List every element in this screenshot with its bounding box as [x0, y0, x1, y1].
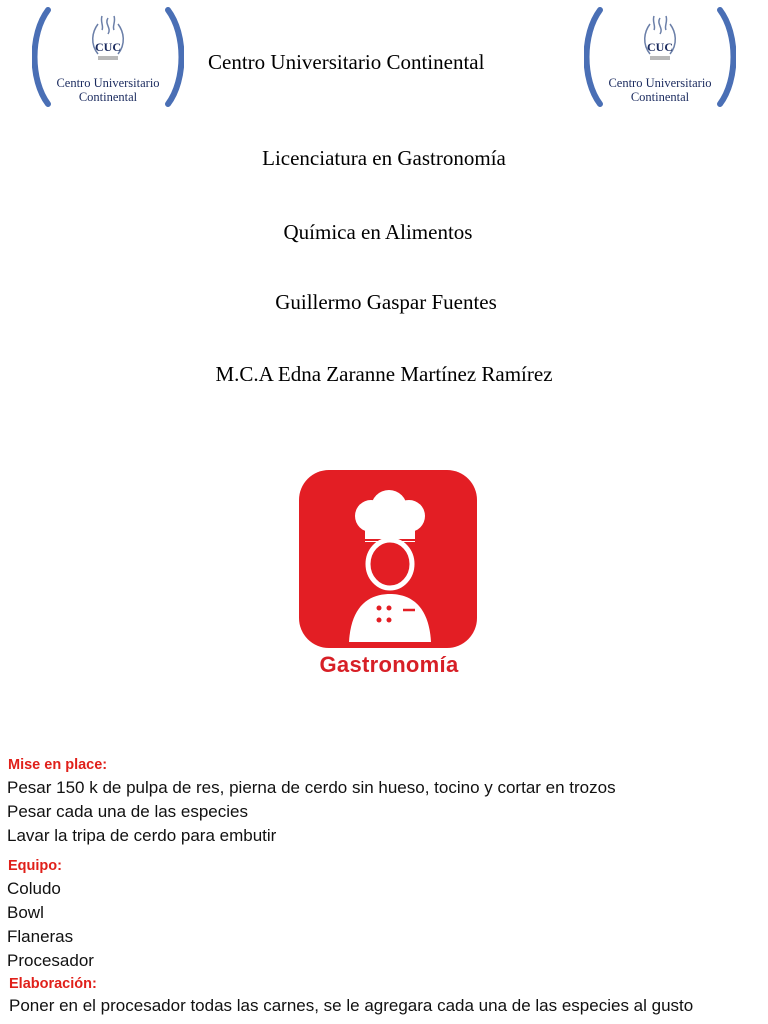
- teacher-name: M.C.A Edna Zaranne Martínez Ramírez: [215, 362, 553, 386]
- logo-acronym: CUC: [647, 40, 673, 54]
- logo-caption-line2: Continental: [78, 90, 138, 104]
- logo-caption-line1: Centro Universitario: [56, 76, 160, 90]
- degree-title: Licenciatura en Gastronomía: [262, 146, 506, 170]
- equipo-heading: Equipo:: [8, 858, 62, 874]
- list-item: Procesador: [7, 951, 94, 970]
- list-item: Bowl: [7, 903, 44, 922]
- cuc-logo-left: [32, 4, 184, 108]
- student-name: Guillermo Gaspar Fuentes: [275, 290, 497, 314]
- list-item: Flaneras: [7, 927, 74, 946]
- logo-acronym: CUC: [95, 40, 121, 54]
- list-item: Lavar la tripa de cerdo para embutir: [7, 826, 277, 845]
- institution-title: Centro Universitario Continental: [208, 50, 485, 74]
- mise-en-place-heading: Mise en place:: [8, 757, 108, 773]
- chef-icon: [299, 470, 477, 648]
- wordmark-prefix: Ga: [319, 652, 350, 677]
- logo-caption-line1: Centro Universitario: [608, 76, 712, 90]
- logo-caption-line2: Continental: [630, 90, 690, 104]
- list-item: Pesar cada una de las especies: [7, 802, 248, 821]
- cuc-logo-right: [584, 4, 736, 108]
- gastronomia-wordmark: [300, 652, 478, 678]
- list-item: Coludo: [7, 879, 61, 898]
- wordmark-rest: stronomía: [349, 652, 459, 677]
- list-item: Poner en el procesador todas las carnes, se le agregara cada una de las especies al gusto: [9, 996, 694, 1015]
- list-item: Pesar 150 k de pulpa de res, pierna de cerdo sin hueso, tocino y cortar en trozos: [7, 778, 616, 797]
- subject-title: Química en Alimentos: [283, 220, 473, 244]
- elaboracion-heading: Elaboración:: [9, 976, 97, 992]
